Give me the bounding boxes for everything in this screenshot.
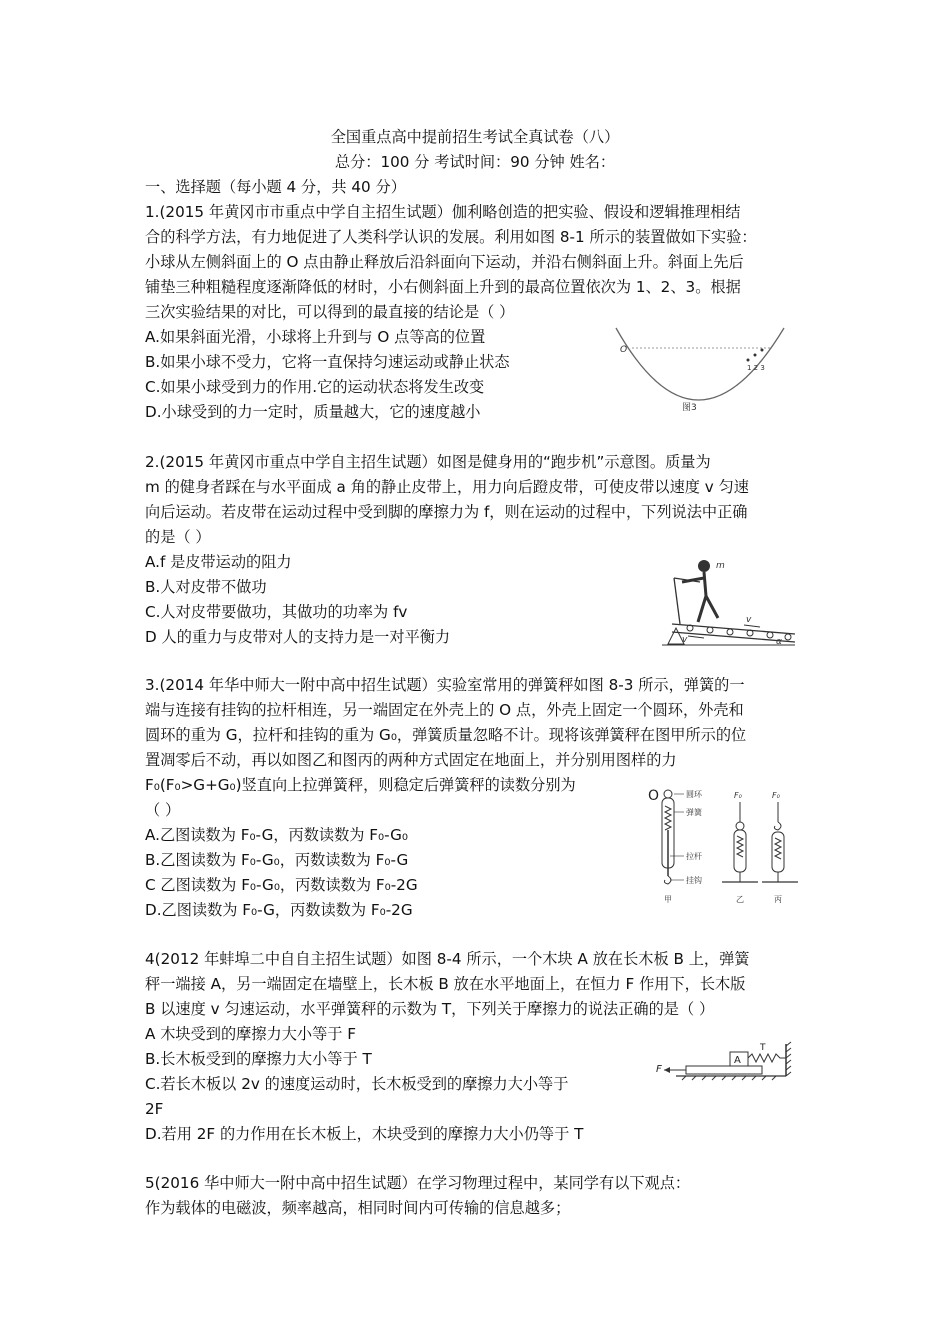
q1-option-b: B.如果小球不受力，它将一直保持匀速运动或静止状态 — [145, 353, 510, 371]
q5-line: 作为载体的电磁波，频率越高，相同时间内可传输的信息越多； — [145, 1199, 571, 1217]
roller — [707, 627, 713, 633]
roller — [727, 629, 733, 635]
velocity-label-lower: v — [682, 635, 688, 645]
q3-line: （ ） — [145, 801, 181, 819]
spring-label: 弹簧 — [686, 808, 702, 817]
q4-line: 秤一端接 A，另一端固定在墙壁上，长木板 B 放在水平地面上，在恒力 F 作用下，长木版 — [145, 975, 746, 993]
force-f-label: F — [656, 1064, 662, 1075]
q1-line: 三次实验结果的对比，可以得到的最直接的结论是（ ） — [145, 303, 515, 321]
spring-coil — [665, 806, 671, 830]
handle-post — [674, 578, 680, 624]
q4-option-b: B.长木板受到的摩擦力大小等于 T — [145, 1050, 372, 1068]
q2-option-c: C.人对皮带要做功，其做功的功率为 fv — [145, 603, 408, 621]
spring-coil — [737, 836, 743, 857]
q4-figure-friction — [652, 1038, 798, 1082]
mark-2 — [754, 354, 757, 357]
q2-line: m 的健身者踩在与水平面成 a 角的静止皮带上，用力向后蹬皮带，可使皮带以速度 v 匀速 — [145, 478, 749, 496]
q4-line: 4(2012 年蚌埠二中自自主招生试题）如图 8-4 所示，一个木块 A 放在长木板 B 上，弹簧 — [145, 950, 750, 968]
q3-option-d: D.乙图读数为 F₀-G，丙数读数为 F₀-2G — [145, 901, 413, 919]
q3-option-b: B.乙图读数为 F₀-G₀，丙数读数为 F₀-G — [145, 851, 409, 869]
q3-option-a: A.乙图读数为 F₀-G，丙数读数为 F₀-G₀ — [145, 826, 409, 844]
q3-line: 置凋零后不动，再以如图乙和图丙的两种方式固定在地面上，并分别用图样的力 — [145, 751, 677, 769]
label-bing: 丙 — [774, 895, 782, 904]
spring-coil — [775, 838, 781, 859]
block-a-label: A — [734, 1055, 741, 1066]
q3-line: F₀(F₀>G+G₀)竖直向上拉弹簧秤，则稳定后弹簧秤的读数分别为 — [145, 776, 576, 794]
velocity-arrow — [744, 625, 760, 627]
casing-yi — [734, 830, 746, 872]
q2-line: 向后运动。若皮带在运动过程中受到脚的摩擦力为 f，则在运动的过程中，下列说法中正确 — [145, 503, 748, 521]
ring-icon — [664, 790, 672, 798]
spring-scale — [748, 1054, 786, 1062]
q2-option-b: B.人对皮带不做功 — [145, 578, 267, 596]
q1-option-d: D.小球受到的力一定时，质量越大，它的速度越小 — [145, 403, 481, 421]
hook-label: 挂钩 — [686, 876, 702, 885]
q4-option-d: D.若用 2F 的力作用在长木板上，木块受到的摩擦力大小仍等于 T — [145, 1125, 584, 1143]
q4-option-a: A 木块受到的摩擦力大小等于 F — [145, 1025, 357, 1043]
q2-line: 的是（ ） — [145, 528, 211, 546]
label-yi: 乙 — [736, 895, 744, 904]
q3-line: 3.(2014 年华中师大一附中高中招生试题）实验室常用的弹簧秤如图 8-3 所示，弹簧的一 — [145, 676, 745, 694]
mark-3 — [761, 349, 764, 352]
q2-option-a: A.f 是皮带运动的阻力 — [145, 553, 292, 571]
roller — [767, 632, 773, 638]
q1-line: 合的科学方法，有力地促进了人类科学认识的发展。利用如图 8-1 所示的装置做如下实验： — [145, 228, 757, 246]
q4-option-c-cont: 2F — [145, 1100, 164, 1118]
q3-line: 圆环的重为 G，拉杆和挂钩的重为 G₀，弹簧质量忽略不计。现将该弹簧秤在图甲所示的位 — [145, 726, 747, 744]
point-o-label: O — [620, 345, 628, 355]
q4-line: B 以速度 v 匀速运动，水平弹簧秤的示数为 T，下列关于摩擦力的说法正确的是（ ） — [145, 1000, 715, 1018]
person-body — [682, 572, 718, 622]
ring-label: 圆环 — [686, 790, 702, 799]
velocity-arrow-lower — [688, 636, 704, 638]
ring-icon — [736, 822, 744, 830]
hook-icon — [774, 822, 781, 830]
mark-1 — [747, 359, 750, 362]
board-b — [686, 1066, 762, 1074]
figure-caption: 图3 — [682, 403, 697, 413]
rod-label: 拉杆 — [686, 852, 702, 861]
q4-option-c: C.若长木板以 2v 的速度运动时，长木板受到的摩擦力大小等于 — [145, 1075, 569, 1093]
velocity-label: v — [746, 615, 752, 625]
tension-label: T — [760, 1043, 766, 1053]
exam-meta: 总分：100 分 考试时间：90 分钟 姓名： — [334, 153, 616, 171]
arrow-head — [664, 1067, 670, 1073]
marks-label: 1 2 3 — [747, 364, 765, 372]
q3-line: 端与连接有挂钩的拉杆相连，另一端固定在外壳上的 O 点，外壳上固定一个圆环，外壳和 — [145, 701, 744, 719]
angle-label: α — [776, 637, 782, 647]
section-heading: 一、选择题（每小题 4 分，共 40 分） — [145, 178, 406, 196]
force-label-yi: F₀ — [734, 791, 742, 800]
label-jia: 甲 — [664, 895, 672, 904]
q2-line: 2.(2015 年黄冈市重点中学自主招生试题）如图是健身用的“跑步机”示意图。质量为 — [145, 453, 711, 471]
page-title: 全国重点高中提前招生考试全真试卷（八） — [330, 128, 620, 146]
roller — [785, 634, 791, 640]
q5-line: 5(2016 华中师大一附中高中招生试题）在学习物理过程中，某同学有以下观点： — [145, 1174, 691, 1192]
q1-line: 铺垫三种粗糙程度逐渐降低的材时，小右侧斜面上升到的最高位置依次为 1、2、3。根据 — [145, 278, 741, 296]
q3-figure-spring-scale — [648, 784, 808, 908]
q1-line: 1.(2015 年黄冈市市重点中学自主招生试题）伽利略创造的把实验、假设和逻辑推理相结 — [145, 203, 741, 221]
point-o-label: O — [648, 788, 660, 804]
force-label-bing: F₀ — [772, 791, 780, 800]
q2-figure-treadmill — [660, 552, 800, 648]
mass-label: m — [716, 561, 725, 571]
person-head — [698, 560, 710, 572]
q1-figure-incline — [612, 322, 792, 414]
q1-option-a: A.如果斜面光滑，小球将上升到与 O 点等高的位置 — [145, 328, 486, 346]
q1-line: 小球从左侧斜面上的 O 点由静止释放后沿斜面向下运动，并沿右侧斜面上升。斜面上先后 — [145, 253, 744, 271]
q2-option-d: D 人的重力与皮带对人的支持力是一对平衡力 — [145, 628, 451, 646]
q1-option-c: C.如果小球受到力的作用.它的运动状态将发生改变 — [145, 378, 485, 396]
q3-option-c: C 乙图读数为 F₀-G₀，丙数读数为 F₀-2G — [145, 876, 418, 894]
